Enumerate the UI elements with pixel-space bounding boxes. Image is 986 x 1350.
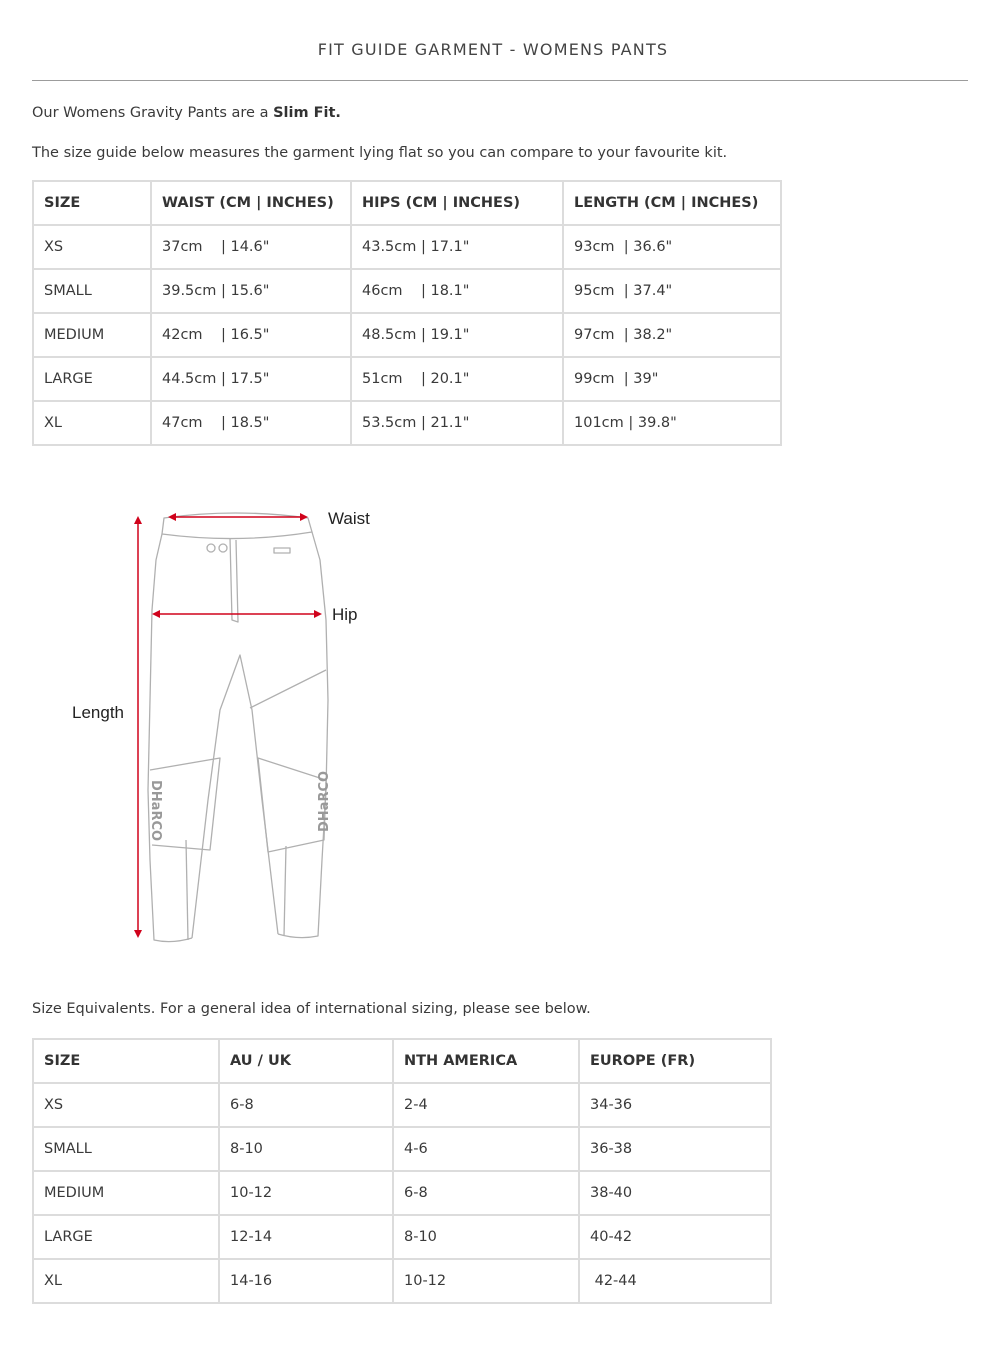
nth-america-cell: 2-4	[393, 1083, 579, 1127]
header-waist: WAIST (CM | INCHES)	[151, 181, 351, 225]
table-row	[33, 1127, 771, 1171]
brand-text-left: DHaRCO	[148, 780, 163, 842]
europe-cell: 36-38	[579, 1127, 771, 1171]
table-row	[33, 313, 781, 357]
measurements-table	[32, 180, 782, 446]
equivalents-intro: Size Equivalents. For a general idea of international sizing, please see below.	[32, 1001, 591, 1017]
table-row	[33, 269, 781, 313]
table-row	[33, 1083, 771, 1127]
au-uk-cell: 14-16	[219, 1259, 393, 1303]
size-cell: LARGE	[33, 357, 151, 401]
nth-america-cell: 10-12	[393, 1259, 579, 1303]
waist-cell: 39.5cm | 15.6"	[151, 269, 351, 313]
au-uk-cell: 12-14	[219, 1215, 393, 1259]
size-cell: LARGE	[33, 1215, 219, 1259]
waist-cell: 47cm | 18.5"	[151, 401, 351, 445]
europe-cell: 38-40	[579, 1171, 771, 1215]
nth-america-cell: 8-10	[393, 1215, 579, 1259]
hips-cell: 46cm | 18.1"	[351, 269, 563, 313]
header-europe: EUROPE (FR)	[579, 1039, 771, 1083]
hip-label: Hip	[332, 605, 358, 624]
page-title: FIT GUIDE GARMENT - WOMENS PANTS	[317, 40, 669, 59]
waist-cell: 37cm | 14.6"	[151, 225, 351, 269]
length-cell: 95cm | 37.4"	[563, 269, 781, 313]
brand-text-right: DHaRCO	[317, 770, 332, 832]
waist-label: Waist	[328, 509, 370, 528]
guide-text: The size guide below measures the garment lying flat so you can compare to your favourite kit.	[32, 145, 728, 161]
size-cell: SMALL	[33, 1127, 219, 1171]
intro-text	[32, 105, 341, 121]
header-size: SIZE	[33, 1039, 219, 1083]
au-uk-cell: 8-10	[219, 1127, 393, 1171]
waist-cell: 42cm | 16.5"	[151, 313, 351, 357]
europe-cell: 40-42	[579, 1215, 771, 1259]
table-row	[33, 225, 781, 269]
title-divider	[32, 80, 968, 81]
hips-cell: 48.5cm | 19.1"	[351, 313, 563, 357]
header-hips: HIPS (CM | INCHES)	[351, 181, 563, 225]
size-cell: XS	[33, 225, 151, 269]
table-row	[33, 357, 781, 401]
au-uk-cell: 6-8	[219, 1083, 393, 1127]
au-uk-cell: 10-12	[219, 1171, 393, 1215]
header-au-uk: AU / UK	[219, 1039, 393, 1083]
length-cell: 93cm | 36.6"	[563, 225, 781, 269]
waist-cell: 44.5cm | 17.5"	[151, 357, 351, 401]
equivalents-table	[32, 1038, 772, 1304]
nth-america-cell: 6-8	[393, 1171, 579, 1215]
hips-cell: 53.5cm | 21.1"	[351, 401, 563, 445]
table-row	[33, 1215, 771, 1259]
table-row	[33, 1171, 771, 1215]
header-size: SIZE	[33, 181, 151, 225]
header-length: LENGTH (CM | INCHES)	[563, 181, 781, 225]
equivalents-header-row	[33, 1039, 771, 1083]
table-row	[33, 1259, 771, 1303]
size-cell: XL	[33, 401, 151, 445]
fit-type: Slim Fit.	[273, 105, 341, 121]
header-nth-america: NTH AMERICA	[393, 1039, 579, 1083]
europe-cell: 34-36	[579, 1083, 771, 1127]
length-cell: 101cm | 39.8"	[563, 401, 781, 445]
size-cell: SMALL	[33, 269, 151, 313]
measurements-header-row	[33, 181, 781, 225]
hips-cell: 51cm | 20.1"	[351, 357, 563, 401]
pants-outline-icon	[148, 513, 328, 942]
table-row	[33, 401, 781, 445]
length-label: Length	[72, 703, 124, 722]
size-cell: MEDIUM	[33, 1171, 219, 1215]
nth-america-cell: 4-6	[393, 1127, 579, 1171]
pants-diagram	[60, 500, 380, 950]
hips-cell: 43.5cm | 17.1"	[351, 225, 563, 269]
intro-prefix: Our Womens Gravity Pants are a	[32, 105, 274, 121]
size-cell: MEDIUM	[33, 313, 151, 357]
europe-cell: 42-44	[579, 1259, 771, 1303]
size-cell: XL	[33, 1259, 219, 1303]
length-cell: 97cm | 38.2"	[563, 313, 781, 357]
length-cell: 99cm | 39"	[563, 357, 781, 401]
size-cell: XS	[33, 1083, 219, 1127]
